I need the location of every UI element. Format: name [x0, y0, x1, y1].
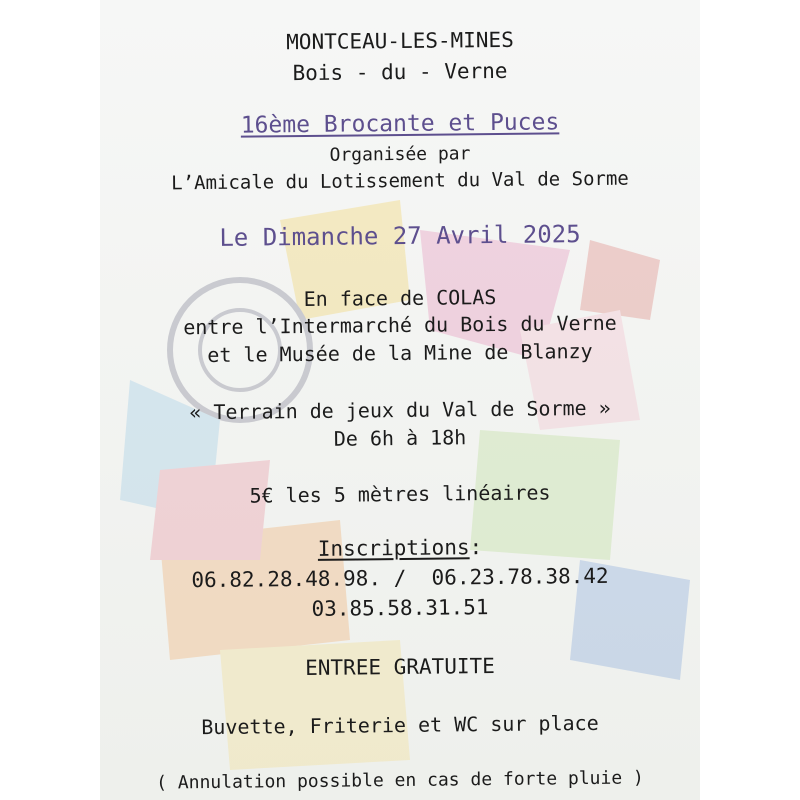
location-line-2: entre l’Intermarché du Bois du Verne: [183, 310, 617, 340]
event-title: [100, 108, 700, 141]
phone-numbers-line-1: 06.82.28.48.98. / 06.23.78.38.42: [191, 563, 609, 593]
event-date: Le Dimanche 27 Avril 2025: [219, 220, 581, 252]
event-title-text: 16ème Brocante et Puces: [240, 109, 560, 139]
pitch-price: 5€ les 5 mètres linéaires: [249, 480, 551, 508]
free-entry-notice: ENTREE GRATUITE: [305, 654, 495, 680]
organised-by-label: Organisée par: [329, 143, 471, 166]
amenities-notice: Buvette, Friterie et WC sur place: [201, 710, 599, 740]
opening-hours: De 6h à 18h: [333, 425, 467, 451]
location-line-1: En face de COLAS: [303, 284, 497, 312]
flyer-page: [100, 0, 700, 800]
city-name: MONTCEAU-LES-MINES: [286, 27, 514, 55]
venue-name: « Terrain de jeux du Val de Sorme »: [189, 395, 611, 425]
organiser-name: L’Amicale du Lotissement du Val de Sorme: [171, 167, 629, 195]
phone-numbers-line-2: 03.85.58.31.51: [311, 595, 489, 621]
registration-heading-text: Inscriptions: [317, 535, 470, 561]
place-name: Bois - du - Verne: [292, 58, 508, 86]
registration-colon: :: [469, 535, 483, 560]
location-line-3: et le Musée de la Mine de Blanzy: [207, 338, 593, 368]
cancellation-notice: ( Annulation possible en cas de forte pluie ): [156, 767, 644, 794]
registration-heading: [100, 533, 700, 564]
